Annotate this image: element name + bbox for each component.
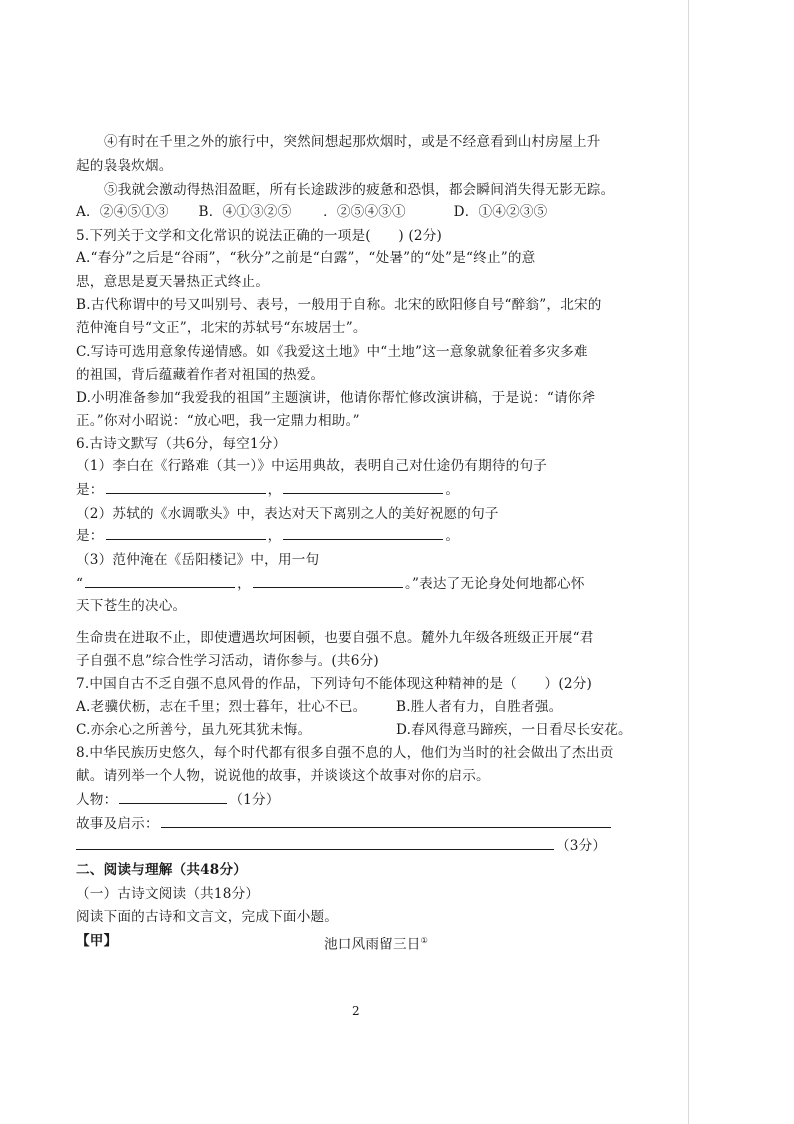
- q6-1-blank-1[interactable]: [106, 480, 266, 494]
- q6-1-period: 。: [445, 482, 460, 498]
- q8-person-score: （1分）: [229, 792, 280, 808]
- section-2-heading: 二、阅读与理解（共48分）: [76, 862, 248, 878]
- q6-2-blank-2[interactable]: [283, 526, 443, 540]
- q5-option-a-cont: 思，意思是夏天暑热正式终止。: [76, 274, 270, 290]
- poem-title-row: [324, 931, 428, 955]
- q8-story-row: [76, 814, 613, 834]
- q7-option-b: B.胜人者有力，自胜者强。: [396, 699, 563, 715]
- q5-option-c: C.写诗可选用意象传递情感。如《我爱这土地》中“土地”这一意象就象征着多灾多难: [76, 344, 588, 360]
- text-jia-label: 【甲】: [76, 933, 118, 949]
- q8-stem: 8.中华民族历史悠久，每个时代都有很多自强不息的人，他们为当时的社会做出了杰出贡: [76, 745, 614, 761]
- q6-3-prompt: （3）范仲淹在《岳阳楼记》中，用一句: [76, 552, 320, 568]
- q5-option-b-cont: 范仲淹自号“文正”，北宋的苏轼号“东坡居士”。: [76, 320, 367, 336]
- q4-sentence-4: ④有时在千里之外的旅行中，突然间想起那炊烟时，或是不经意看到山村房屋上升: [104, 134, 601, 150]
- q6-3-blank-2[interactable]: [253, 574, 403, 588]
- q7-option-c: C.亦余心之所善兮，虽九死其犹未悔。: [76, 722, 312, 738]
- q6-1-answer-row: [76, 480, 459, 500]
- q4-option-a: A．②④⑤①③: [76, 204, 169, 220]
- page-number: 2: [352, 1004, 360, 1018]
- q4-sentence-5: ⑤我就会激动得热泪盈眶，所有长途跋涉的疲惫和恐惧，都会瞬间消失得无影无踪。: [104, 182, 615, 198]
- q4-option-d: D．①④②③⑤: [453, 204, 548, 220]
- q7-options-row-2: [76, 720, 632, 740]
- q6-2-prompt: （2）苏轼的《水调歌头》中，表达对天下离别之人的美好祝愿的句子: [76, 506, 499, 522]
- q5-option-b: B.古代称谓中的号又叫别号、表号，一般用于自称。北宋的欧阳修自号“醉翁”，北宋的: [76, 297, 602, 313]
- q6-1-prompt: （1）李白在《行路难（其一）》中运用典故，表明自己对仕途仍有期待的句子: [76, 458, 548, 474]
- q6-3-answer-row: [76, 574, 585, 594]
- q7-option-a: A.老骥伏枥，志在千里；烈士暮年，壮心不已。: [76, 699, 367, 715]
- q6-2-blank-1[interactable]: [106, 526, 266, 540]
- q8-story-label: 故事及启示：: [76, 816, 159, 832]
- q6-stem: 6.古诗文默写（共6分，每空1分）: [76, 436, 287, 452]
- q6-2-comma: ，: [267, 528, 282, 544]
- section-2-1-heading: （一）古诗文阅读（共18分）: [76, 886, 260, 902]
- q6-1-blank-2[interactable]: [283, 480, 443, 494]
- activity-intro: 生命贵在进取不止，即使遭遇坎坷困顿，也要自强不息。麓外九年级各班级正开展“君: [76, 630, 594, 646]
- q8-stem-cont: 献。请列举一个人物，说说他的故事，并谈谈这个故事对你的启示。: [76, 768, 490, 784]
- q8-story-score: （3分）: [556, 838, 607, 854]
- section-2-instructions: 阅读下面的古诗和文言文，完成下面小题。: [76, 909, 339, 925]
- q5-option-d-cont: 正。”你对小昭说：“放心吧，我一定鼎力相助。”: [76, 413, 360, 429]
- q6-2-label: 是：: [76, 528, 104, 544]
- q8-story-blank-2[interactable]: [76, 836, 554, 850]
- q4-options: [76, 202, 547, 222]
- q6-3-open-quote: “: [76, 576, 84, 592]
- poem-note-mark: ①: [420, 936, 428, 945]
- q4-option-b: B．④①③②⑤: [198, 204, 292, 220]
- q6-2-period: 。: [445, 528, 460, 544]
- q8-person-blank[interactable]: [119, 790, 227, 804]
- q5-option-c-cont: 的祖国，背后蕴藏着作者对祖国的热爱。: [76, 367, 325, 383]
- q4-option-c: ．②⑤④③①: [323, 204, 406, 220]
- q5-option-a: A.“春分”之后是“谷雨”，“秋分”之前是“白露”，“处暑”的“处”是“终止”的意: [76, 250, 536, 266]
- q6-3-comma: ，: [237, 576, 251, 592]
- q8-person-row: [76, 790, 280, 810]
- q4-sentence-4-cont: 起的袅袅炊烟。: [76, 158, 173, 174]
- q6-3-blank-1[interactable]: [85, 574, 235, 588]
- scan-border-line: [688, 0, 689, 1124]
- q7-stem: 7.中国自古不乏自强不息风骨的作品，下列诗句不能体现这种精神的是（ ）(2分): [76, 676, 593, 692]
- q6-3-tail-cont: 天下苍生的决心。: [76, 598, 187, 614]
- q8-story-blank-1[interactable]: [161, 814, 611, 828]
- poem-title: 池口风雨留三日: [324, 936, 421, 953]
- q7-options-row-1: [76, 697, 562, 717]
- q8-person-label: 人物：: [76, 792, 118, 808]
- q6-2-answer-row: [76, 526, 459, 546]
- q5-option-d: D.小明准备参加“我爱我的祖国”主题演讲，他请你帮忙修改演讲稿，于是说：“请你斧: [76, 390, 596, 406]
- q8-story-row-2: [76, 836, 606, 856]
- activity-intro-cont: 子自强不息”综合性学习活动，请你参与。(共6分): [76, 653, 379, 669]
- q7-option-d: D.春风得意马蹄疾，一日看尽长安花。: [396, 722, 632, 738]
- q6-1-comma: ，: [267, 482, 282, 498]
- q5-stem: 5.下列关于文学和文化常识的说法正确的一项是( ) (2分): [76, 228, 443, 244]
- q6-3-tail: 。”表达了无论身处何地都心怀: [404, 576, 585, 592]
- q6-1-label: 是：: [76, 482, 104, 498]
